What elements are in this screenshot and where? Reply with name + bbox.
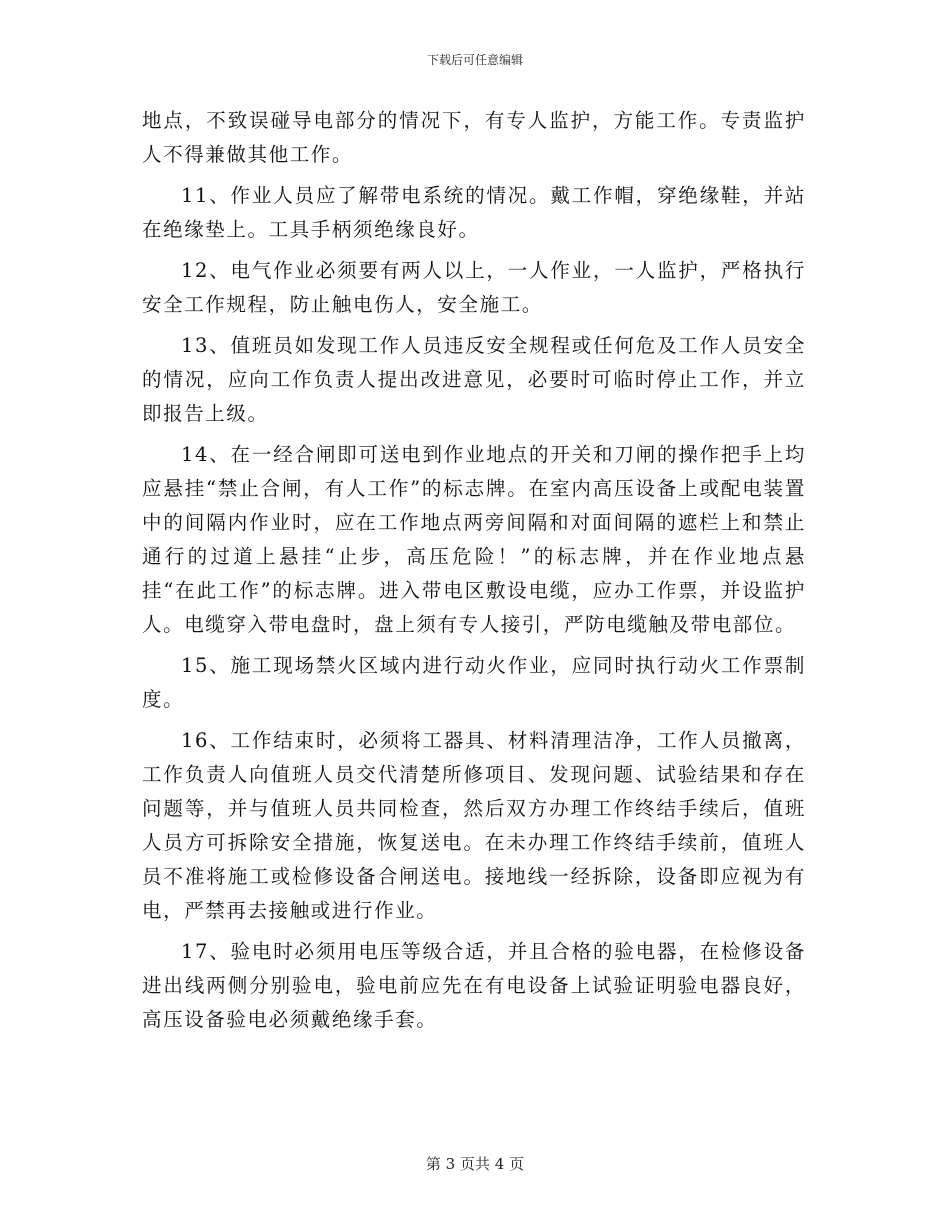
page-footer: 第 3 页共 4 页 [425,1155,525,1173]
paragraph-continuation: 地点，不致误碰导电部分的情况下，有专人监护，方能工作。专责监护人不得兼做其他工作。 [142,109,806,166]
document-body [142,104,806,1044]
paragraph-item-13: 13、值班员如发现工作人员违反安全规程或任何危及工作人员安全的情况，应向工作负责人提出改进意见，必要时可临时停止工作，并立即报告上级。 [142,334,806,425]
paragraph-item-14: 14、在一经合闸即可送电到作业地点的开关和刀闸的操作把手上均应悬挂“禁止合闸，有人工作”的标志牌。在室内高压设备上或配电装置中的间隔内作业时，应在工作地点两旁间隔和对面间隔的遮栏上和禁止通行的过道上悬挂“止步，高压危险！”的标志牌，并在作业地点悬挂“在此工作”的标志牌。进入带电区敷设电缆，应办工作票，并设监护人。电缆穿入带电盘时，盘上须有专人接引，严防电缆触及带电部位。 [142,443,806,636]
page-header: 下载后可任意编辑 [426,53,523,67]
paragraph-item-15: 15、施工现场禁火区域内进行动火作业，应同时执行动火工作票制度。 [142,654,806,711]
paragraph-item-11: 11、作业人员应了解带电系统的情况。戴工作帽，穿绝缘鞋，并站在绝缘垫上。工具手柄须绝缘良好。 [142,184,806,241]
paragraph-item-12: 12、电气作业必须要有两人以上，一人作业，一人监护，严格执行安全工作规程，防止触电伤人，安全施工。 [142,259,806,316]
paragraph-item-17: 17、验电时必须用电压等级合适，并且合格的验电器，在检修设备进出线两侧分别验电，验电前应先在有电设备上试验证明验电器良好，高压设备验电必须戴绝缘手套。 [142,940,806,1031]
paragraph-item-16: 16、工作结束时，必须将工器具、材料清理洁净，工作人员撤离，工作负责人向值班人员交代清楚所修项目、发现问题、试验结果和存在问题等，并与值班人员共同检查，然后双方办理工作终结手续后，值班人员方可拆除安全措施，恢复送电。在未办理工作终结手续前，值班人员不准将施工或检修设备合闸送电。接地线一经拆除，设备即应视为有电，严禁再去接触或进行作业。 [142,729,806,922]
